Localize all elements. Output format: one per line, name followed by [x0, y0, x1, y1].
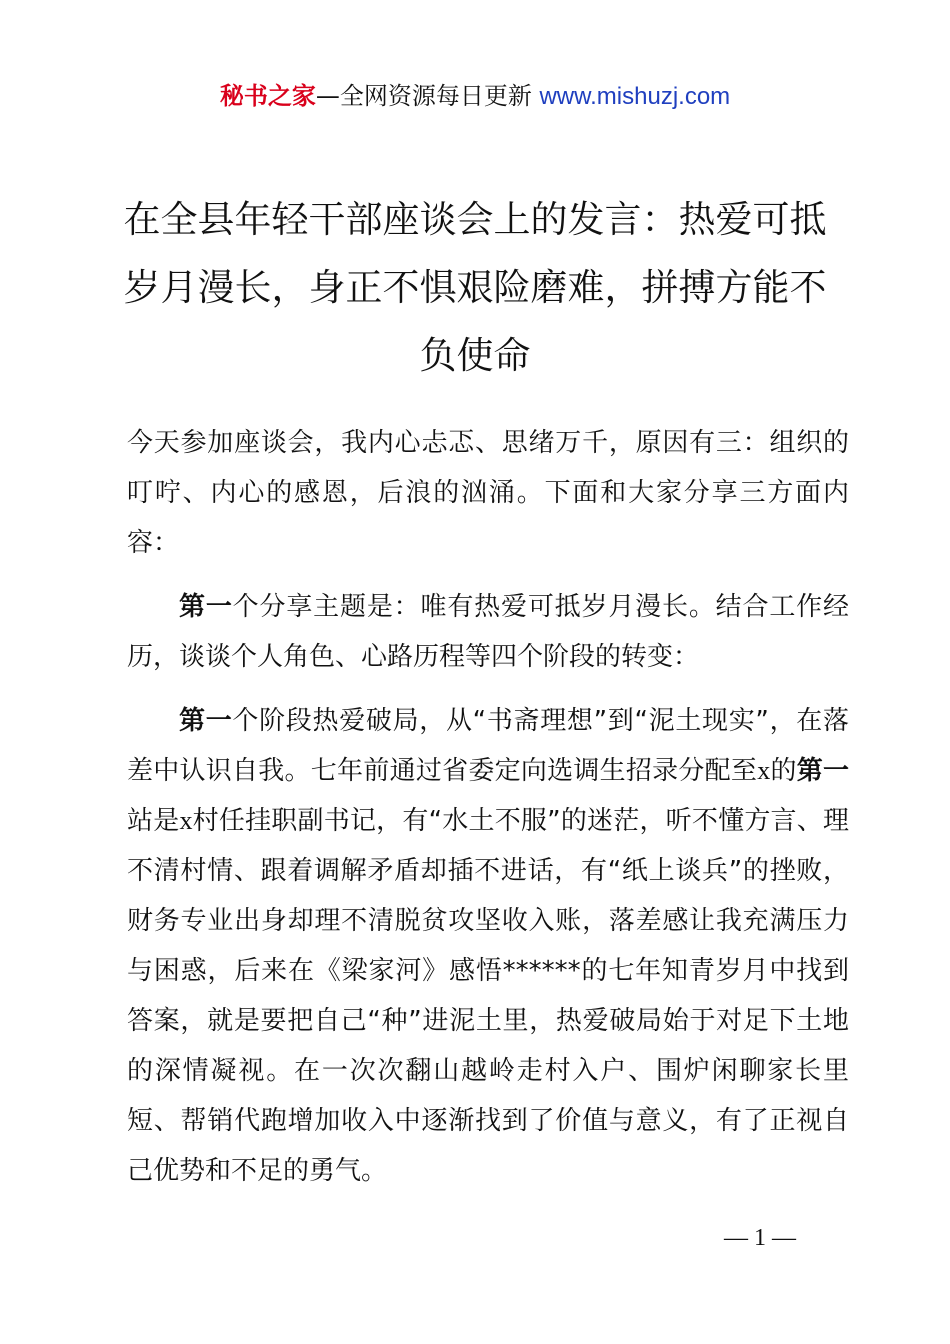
- paragraph-text: 个阶段热爱破局，从“书斋理想”到“泥土现实”，在落差中认识自我。七年前通过省委定向选调生招录分配至: [127, 706, 849, 786]
- placeholder-x: x: [179, 806, 193, 835]
- document-title: 在全县年轻干部座谈会上的发言：热爱可抵岁月漫长，身正不惧艰险磨难，拼搏方能不负使命: [123, 198, 827, 377]
- header-banner: [0, 80, 950, 113]
- header-dash: —: [315, 82, 340, 110]
- paragraph-text: 的: [770, 756, 797, 786]
- brand-name: 秘书之家: [219, 82, 316, 110]
- paragraph-stage-one: [127, 696, 849, 1196]
- bold-lead: 第一: [179, 592, 233, 622]
- paragraph-text: 个分享主题是：唯有热爱可抵岁月漫长。结合工作经历，谈谈个人角色、心路历程等四个阶段的转变：: [127, 592, 849, 672]
- page-number: — 1 —: [724, 1225, 796, 1251]
- paragraph-text: 站是: [127, 806, 180, 836]
- header-url-link[interactable]: www.mishuzj.com: [539, 83, 731, 110]
- document-body: [127, 418, 849, 1210]
- header-slogan: 全网资源每日更新: [339, 82, 532, 110]
- paragraph-intro: 今天参加座谈会，我内心忐忑、思绪万千，原因有三：组织的叮咛、内心的感恩，后浪的汹涌。下面和大家分享三方面内容：: [127, 428, 849, 558]
- bold-lead: 第一: [796, 756, 849, 786]
- paragraph-text: 村任挂职副书记，有“水土不服”的迷茫，听不懂方言、理不清村情、跟着调解矛盾却插不进话，有“纸上谈兵”的挫败，财务专业出身却理不清脱贫攻坚收入账，落差感让我充满压力与困惑，后来在《梁家河》感悟******的七年知青岁月中找到答案，就是要把自己“种”进泥土里，热爱破局始于对足下土地的深情凝视。在一次次翻山越岭走村入户、围炉闲聊家长里短、帮销代跑增加收入中逐渐找到了价值与意义，有了正视自己优势和不足的勇气。: [127, 806, 849, 1186]
- placeholder-x: x: [757, 756, 771, 785]
- bold-lead: 第一: [179, 706, 233, 736]
- paragraph-theme-one: [127, 582, 849, 682]
